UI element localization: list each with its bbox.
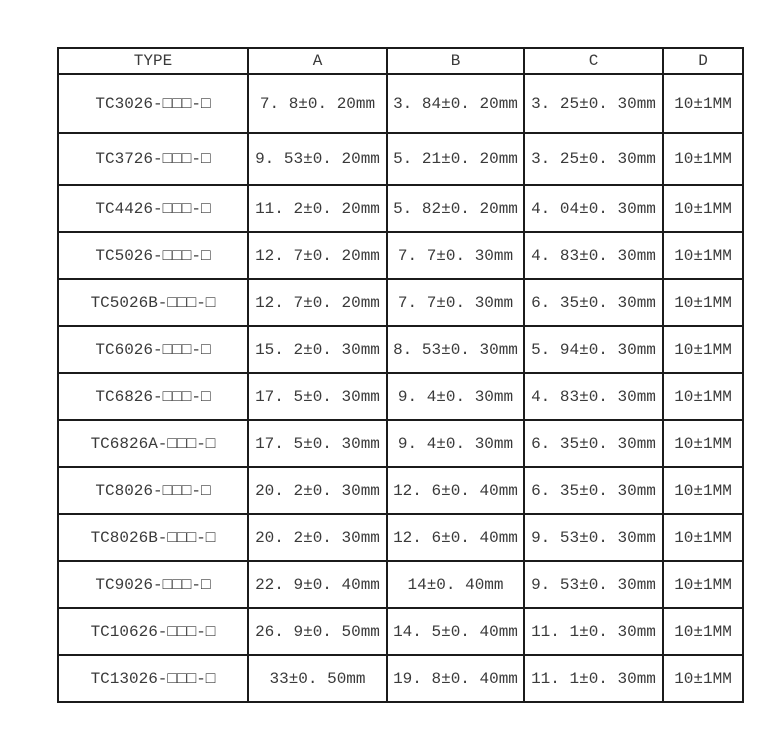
column-header-a: A bbox=[248, 48, 387, 74]
table-row bbox=[58, 514, 743, 561]
dim-c-cell: 11. 1±0. 30mm bbox=[524, 608, 663, 655]
type-cell: TC8026-□□□-□ bbox=[58, 467, 248, 514]
dim-a-cell: 12. 7±0. 20mm bbox=[248, 232, 387, 279]
dim-a-cell: 20. 2±0. 30mm bbox=[248, 467, 387, 514]
dim-d-cell: 10±1MM bbox=[663, 655, 743, 702]
dim-a-cell: 17. 5±0. 30mm bbox=[248, 420, 387, 467]
dim-c-cell: 5. 94±0. 30mm bbox=[524, 326, 663, 373]
table-row bbox=[58, 185, 743, 232]
dim-b-cell: 14±0. 40mm bbox=[387, 561, 524, 608]
dim-d-cell: 10±1MM bbox=[663, 561, 743, 608]
table-row bbox=[58, 420, 743, 467]
dim-a-cell: 20. 2±0. 30mm bbox=[248, 514, 387, 561]
dim-b-cell: 14. 5±0. 40mm bbox=[387, 608, 524, 655]
dim-c-cell: 4. 83±0. 30mm bbox=[524, 373, 663, 420]
dim-d-cell: 10±1MM bbox=[663, 74, 743, 133]
column-header-b: B bbox=[387, 48, 524, 74]
dim-b-cell: 12. 6±0. 40mm bbox=[387, 467, 524, 514]
table-row bbox=[58, 561, 743, 608]
table-row bbox=[58, 608, 743, 655]
dim-b-cell: 19. 8±0. 40mm bbox=[387, 655, 524, 702]
dim-c-cell: 4. 04±0. 30mm bbox=[524, 185, 663, 232]
dim-b-cell: 5. 82±0. 20mm bbox=[387, 185, 524, 232]
column-header-type: TYPE bbox=[58, 48, 248, 74]
dim-d-cell: 10±1MM bbox=[663, 133, 743, 185]
dim-d-cell: 10±1MM bbox=[663, 420, 743, 467]
dim-d-cell: 10±1MM bbox=[663, 608, 743, 655]
dim-b-cell: 3. 84±0. 20mm bbox=[387, 74, 524, 133]
table-row bbox=[58, 326, 743, 373]
dim-a-cell: 17. 5±0. 30mm bbox=[248, 373, 387, 420]
type-cell: TC3726-□□□-□ bbox=[58, 133, 248, 185]
type-cell: TC3026-□□□-□ bbox=[58, 74, 248, 133]
dim-d-cell: 10±1MM bbox=[663, 373, 743, 420]
dim-c-cell: 9. 53±0. 30mm bbox=[524, 561, 663, 608]
dim-c-cell: 3. 25±0. 30mm bbox=[524, 133, 663, 185]
spec-table-body bbox=[58, 74, 743, 702]
type-cell: TC6026-□□□-□ bbox=[58, 326, 248, 373]
dim-b-cell: 7. 7±0. 30mm bbox=[387, 279, 524, 326]
dim-d-cell: 10±1MM bbox=[663, 467, 743, 514]
table-row bbox=[58, 133, 743, 185]
type-cell: TC8026B-□□□-□ bbox=[58, 514, 248, 561]
dim-b-cell: 7. 7±0. 30mm bbox=[387, 232, 524, 279]
type-cell: TC10626-□□□-□ bbox=[58, 608, 248, 655]
table-row bbox=[58, 74, 743, 133]
dim-a-cell: 15. 2±0. 30mm bbox=[248, 326, 387, 373]
type-cell: TC6826A-□□□-□ bbox=[58, 420, 248, 467]
dim-a-cell: 9. 53±0. 20mm bbox=[248, 133, 387, 185]
dim-d-cell: 10±1MM bbox=[663, 514, 743, 561]
dim-b-cell: 12. 6±0. 40mm bbox=[387, 514, 524, 561]
dim-c-cell: 6. 35±0. 30mm bbox=[524, 279, 663, 326]
type-cell: TC9026-□□□-□ bbox=[58, 561, 248, 608]
type-cell: TC6826-□□□-□ bbox=[58, 373, 248, 420]
header-row bbox=[58, 48, 743, 74]
table-row bbox=[58, 373, 743, 420]
dim-b-cell: 9. 4±0. 30mm bbox=[387, 373, 524, 420]
dim-b-cell: 9. 4±0. 30mm bbox=[387, 420, 524, 467]
dim-d-cell: 10±1MM bbox=[663, 326, 743, 373]
dim-a-cell: 7. 8±0. 20mm bbox=[248, 74, 387, 133]
spec-table bbox=[57, 47, 744, 703]
dim-a-cell: 33±0. 50mm bbox=[248, 655, 387, 702]
dim-d-cell: 10±1MM bbox=[663, 279, 743, 326]
table-row bbox=[58, 467, 743, 514]
type-cell: TC5026B-□□□-□ bbox=[58, 279, 248, 326]
type-cell: TC13026-□□□-□ bbox=[58, 655, 248, 702]
dim-c-cell: 6. 35±0. 30mm bbox=[524, 420, 663, 467]
column-header-d: D bbox=[663, 48, 743, 74]
dim-c-cell: 6. 35±0. 30mm bbox=[524, 467, 663, 514]
dim-d-cell: 10±1MM bbox=[663, 232, 743, 279]
dim-c-cell: 3. 25±0. 30mm bbox=[524, 74, 663, 133]
dim-c-cell: 4. 83±0. 30mm bbox=[524, 232, 663, 279]
type-cell: TC5026-□□□-□ bbox=[58, 232, 248, 279]
dim-b-cell: 8. 53±0. 30mm bbox=[387, 326, 524, 373]
type-cell: TC4426-□□□-□ bbox=[58, 185, 248, 232]
dim-b-cell: 5. 21±0. 20mm bbox=[387, 133, 524, 185]
dim-a-cell: 12. 7±0. 20mm bbox=[248, 279, 387, 326]
dim-a-cell: 22. 9±0. 40mm bbox=[248, 561, 387, 608]
table-row bbox=[58, 655, 743, 702]
table-row bbox=[58, 279, 743, 326]
dim-c-cell: 9. 53±0. 30mm bbox=[524, 514, 663, 561]
table-row bbox=[58, 232, 743, 279]
dim-c-cell: 11. 1±0. 30mm bbox=[524, 655, 663, 702]
column-header-c: C bbox=[524, 48, 663, 74]
dim-a-cell: 26. 9±0. 50mm bbox=[248, 608, 387, 655]
dim-a-cell: 11. 2±0. 20mm bbox=[248, 185, 387, 232]
dim-d-cell: 10±1MM bbox=[663, 185, 743, 232]
